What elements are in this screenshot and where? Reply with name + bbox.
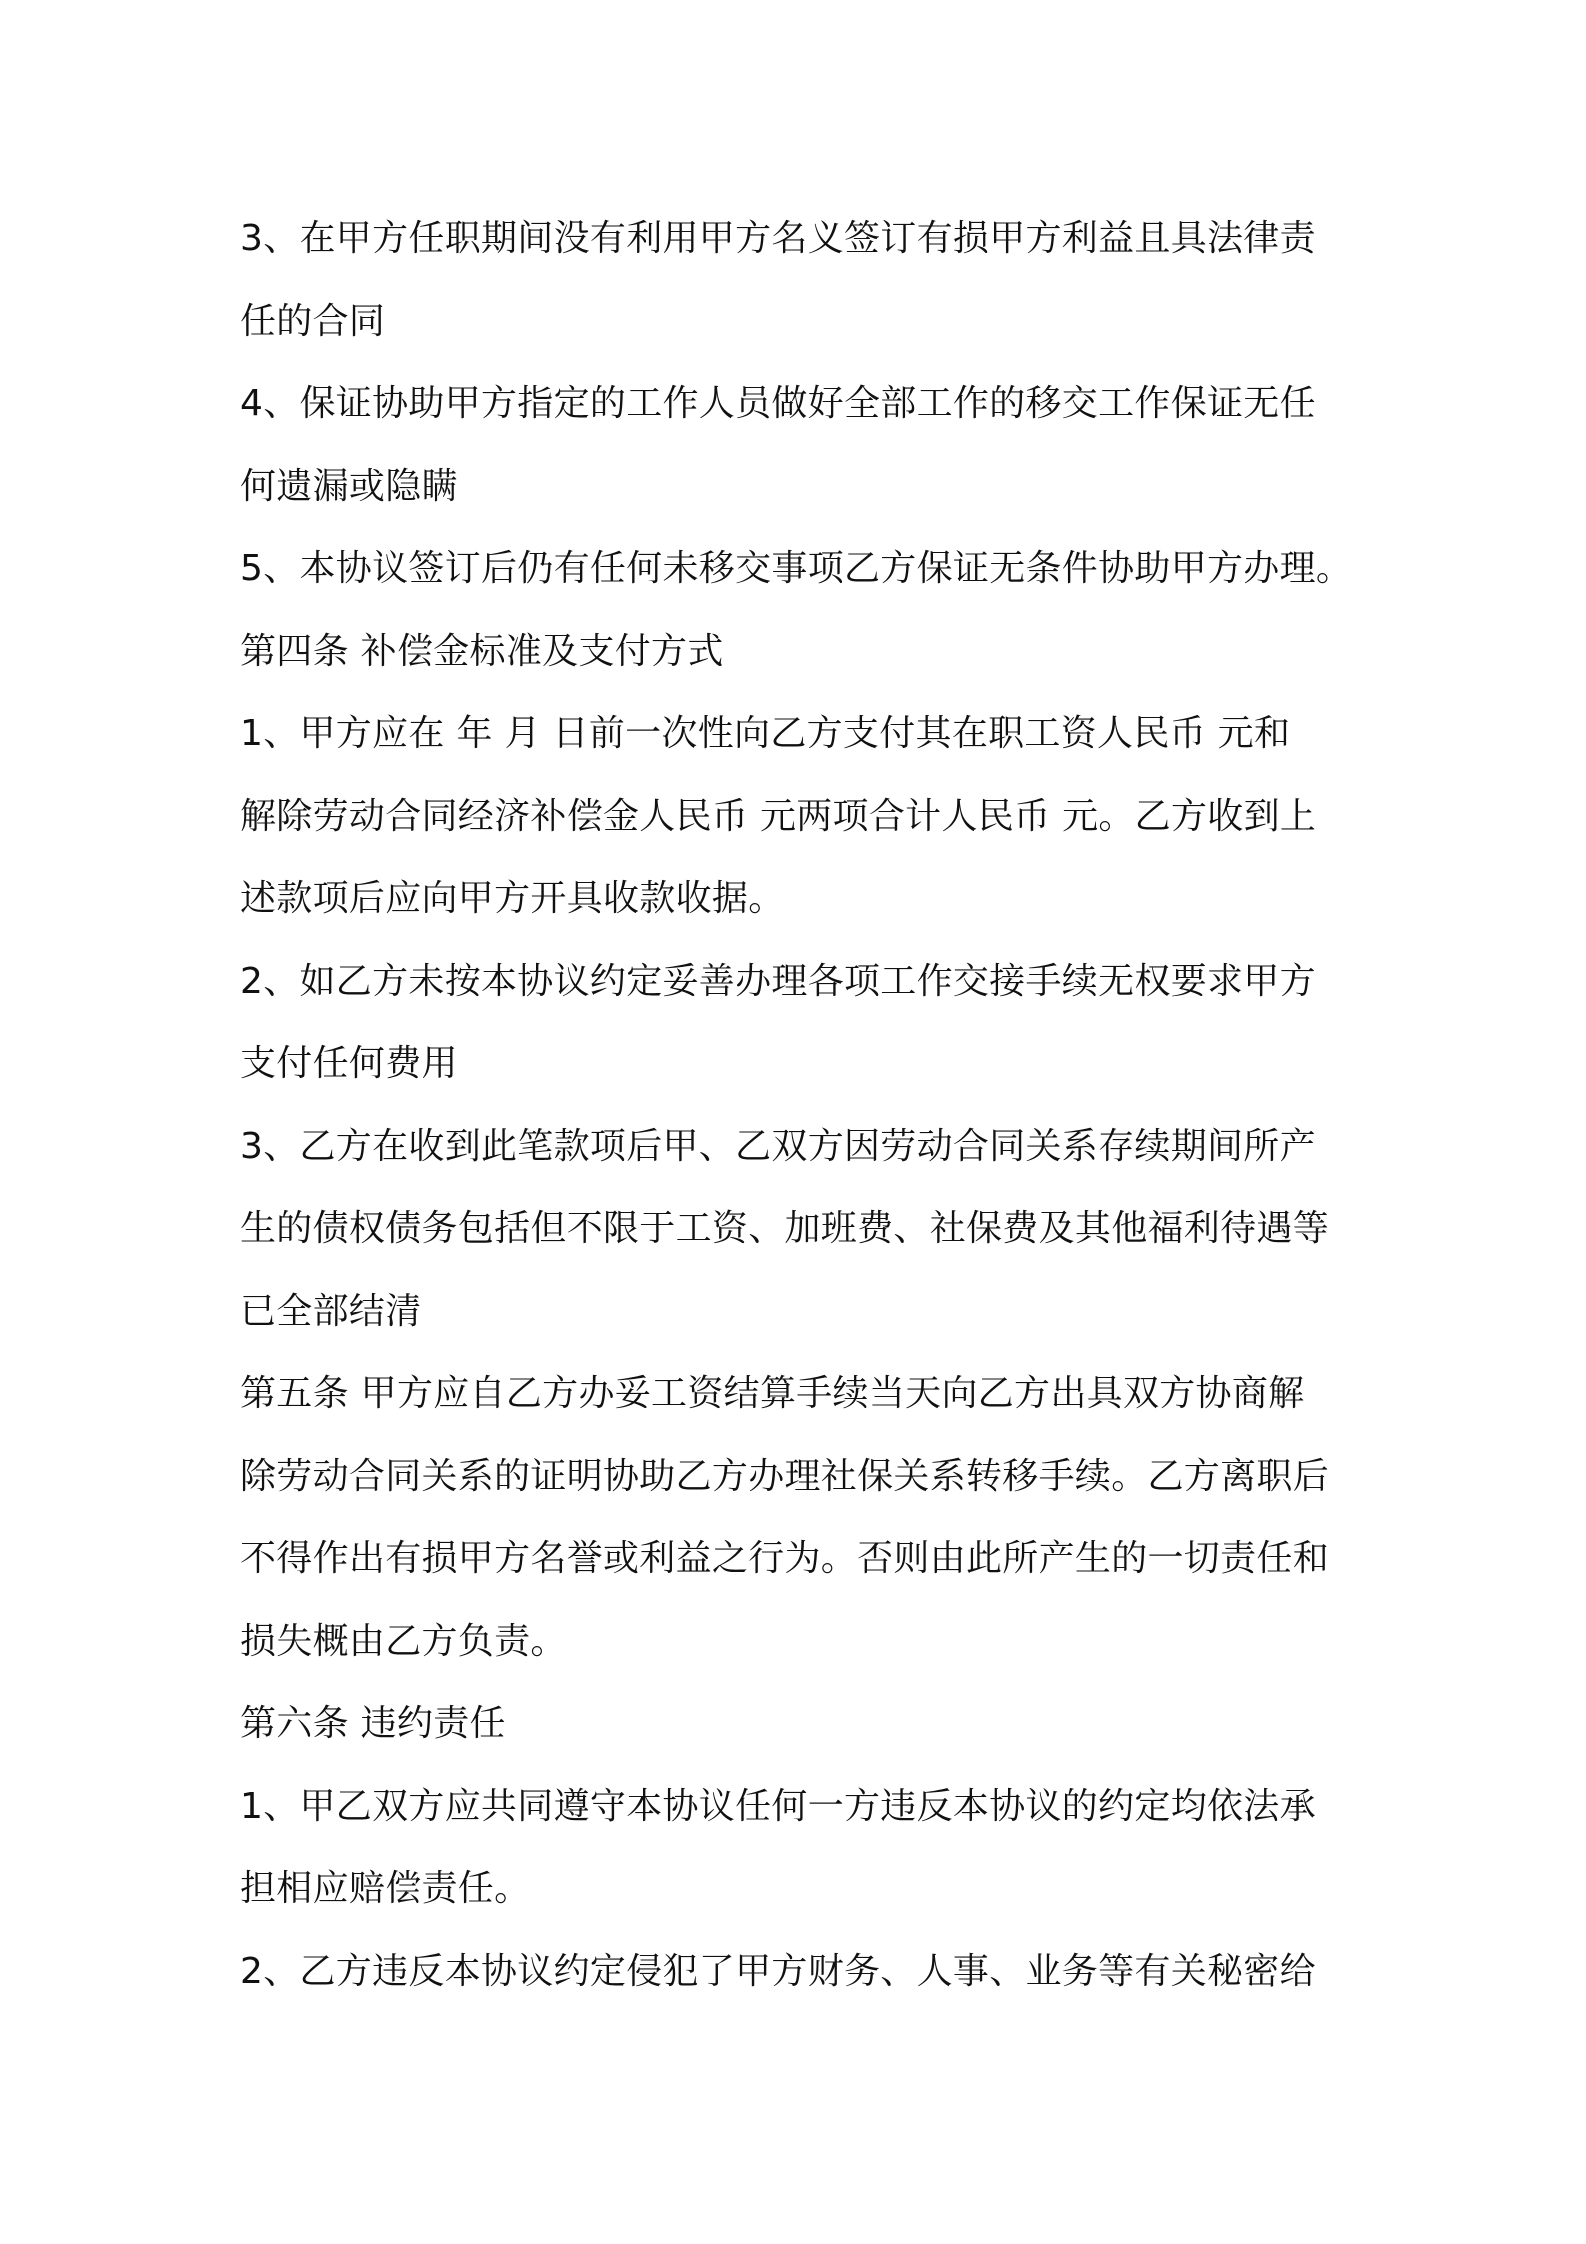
section-heading: 第四条 补偿金标准及支付方式 — [240, 630, 724, 672]
text-line: 述款项后应向甲方开具收款收据。 — [240, 878, 785, 919]
text-line: 2、乙方违反本协议约定侵犯了甲方财务、人事、业务等有关秘密给 — [240, 1950, 1316, 1992]
text-line: 不得作出有损甲方名誉或利益之行为。否则由此所产生的一切责任和 — [240, 1538, 1330, 1579]
text-line: 解除劳动合同经济补偿金人民币 元两项合计人民币 元。乙方收到上 — [240, 795, 1317, 837]
document-body — [240, 198, 1390, 2013]
text-line: 除劳动合同关系的证明协助乙方办理社保关系转移手续。乙方离职后 — [240, 1455, 1330, 1497]
text-line: 任的合同 — [240, 300, 386, 342]
text-line: 1、甲乙双方应共同遵守本协议任何一方违反本协议的约定均依法承 — [240, 1785, 1316, 1827]
text-line: 2、如乙方未按本协议约定妥善办理各项工作交接手续无权要求甲方 — [240, 960, 1316, 1002]
text-line: 已全部结清 — [240, 1290, 422, 1332]
text-line: 5、本协议签订后仍有任何未移交事项乙方保证无条件协助甲方办理。 — [240, 548, 1353, 589]
text-line: 支付任何费用 — [240, 1043, 458, 1084]
text-line: 3、乙方在收到此笔款项后甲、乙双方因劳动合同关系存续期间所产 — [240, 1125, 1316, 1167]
section-heading: 第六条 违约责任 — [240, 1703, 506, 1744]
text-line: 1、甲方应在 年 月 日前一次性向乙方支付其在职工资人民币 元和 — [240, 713, 1291, 754]
section-heading: 第五条 甲方应自乙方办妥工资结算手续当天向乙方出具双方协商解 — [240, 1373, 1305, 1414]
text-line: 4、保证协助甲方指定的工作人员做好全部工作的移交工作保证无任 — [240, 383, 1316, 424]
text-line: 生的债权债务包括但不限于工资、加班费、社保费及其他福利待遇等 — [240, 1208, 1330, 1249]
text-line: 损失概由乙方负责。 — [240, 1620, 567, 1662]
text-line: 担相应赔偿责任。 — [240, 1868, 531, 1909]
text-line: 何遗漏或隐瞒 — [240, 465, 458, 507]
text-line: 3、在甲方任职期间没有利用甲方名义签订有损甲方利益且具法律责 — [240, 218, 1316, 259]
